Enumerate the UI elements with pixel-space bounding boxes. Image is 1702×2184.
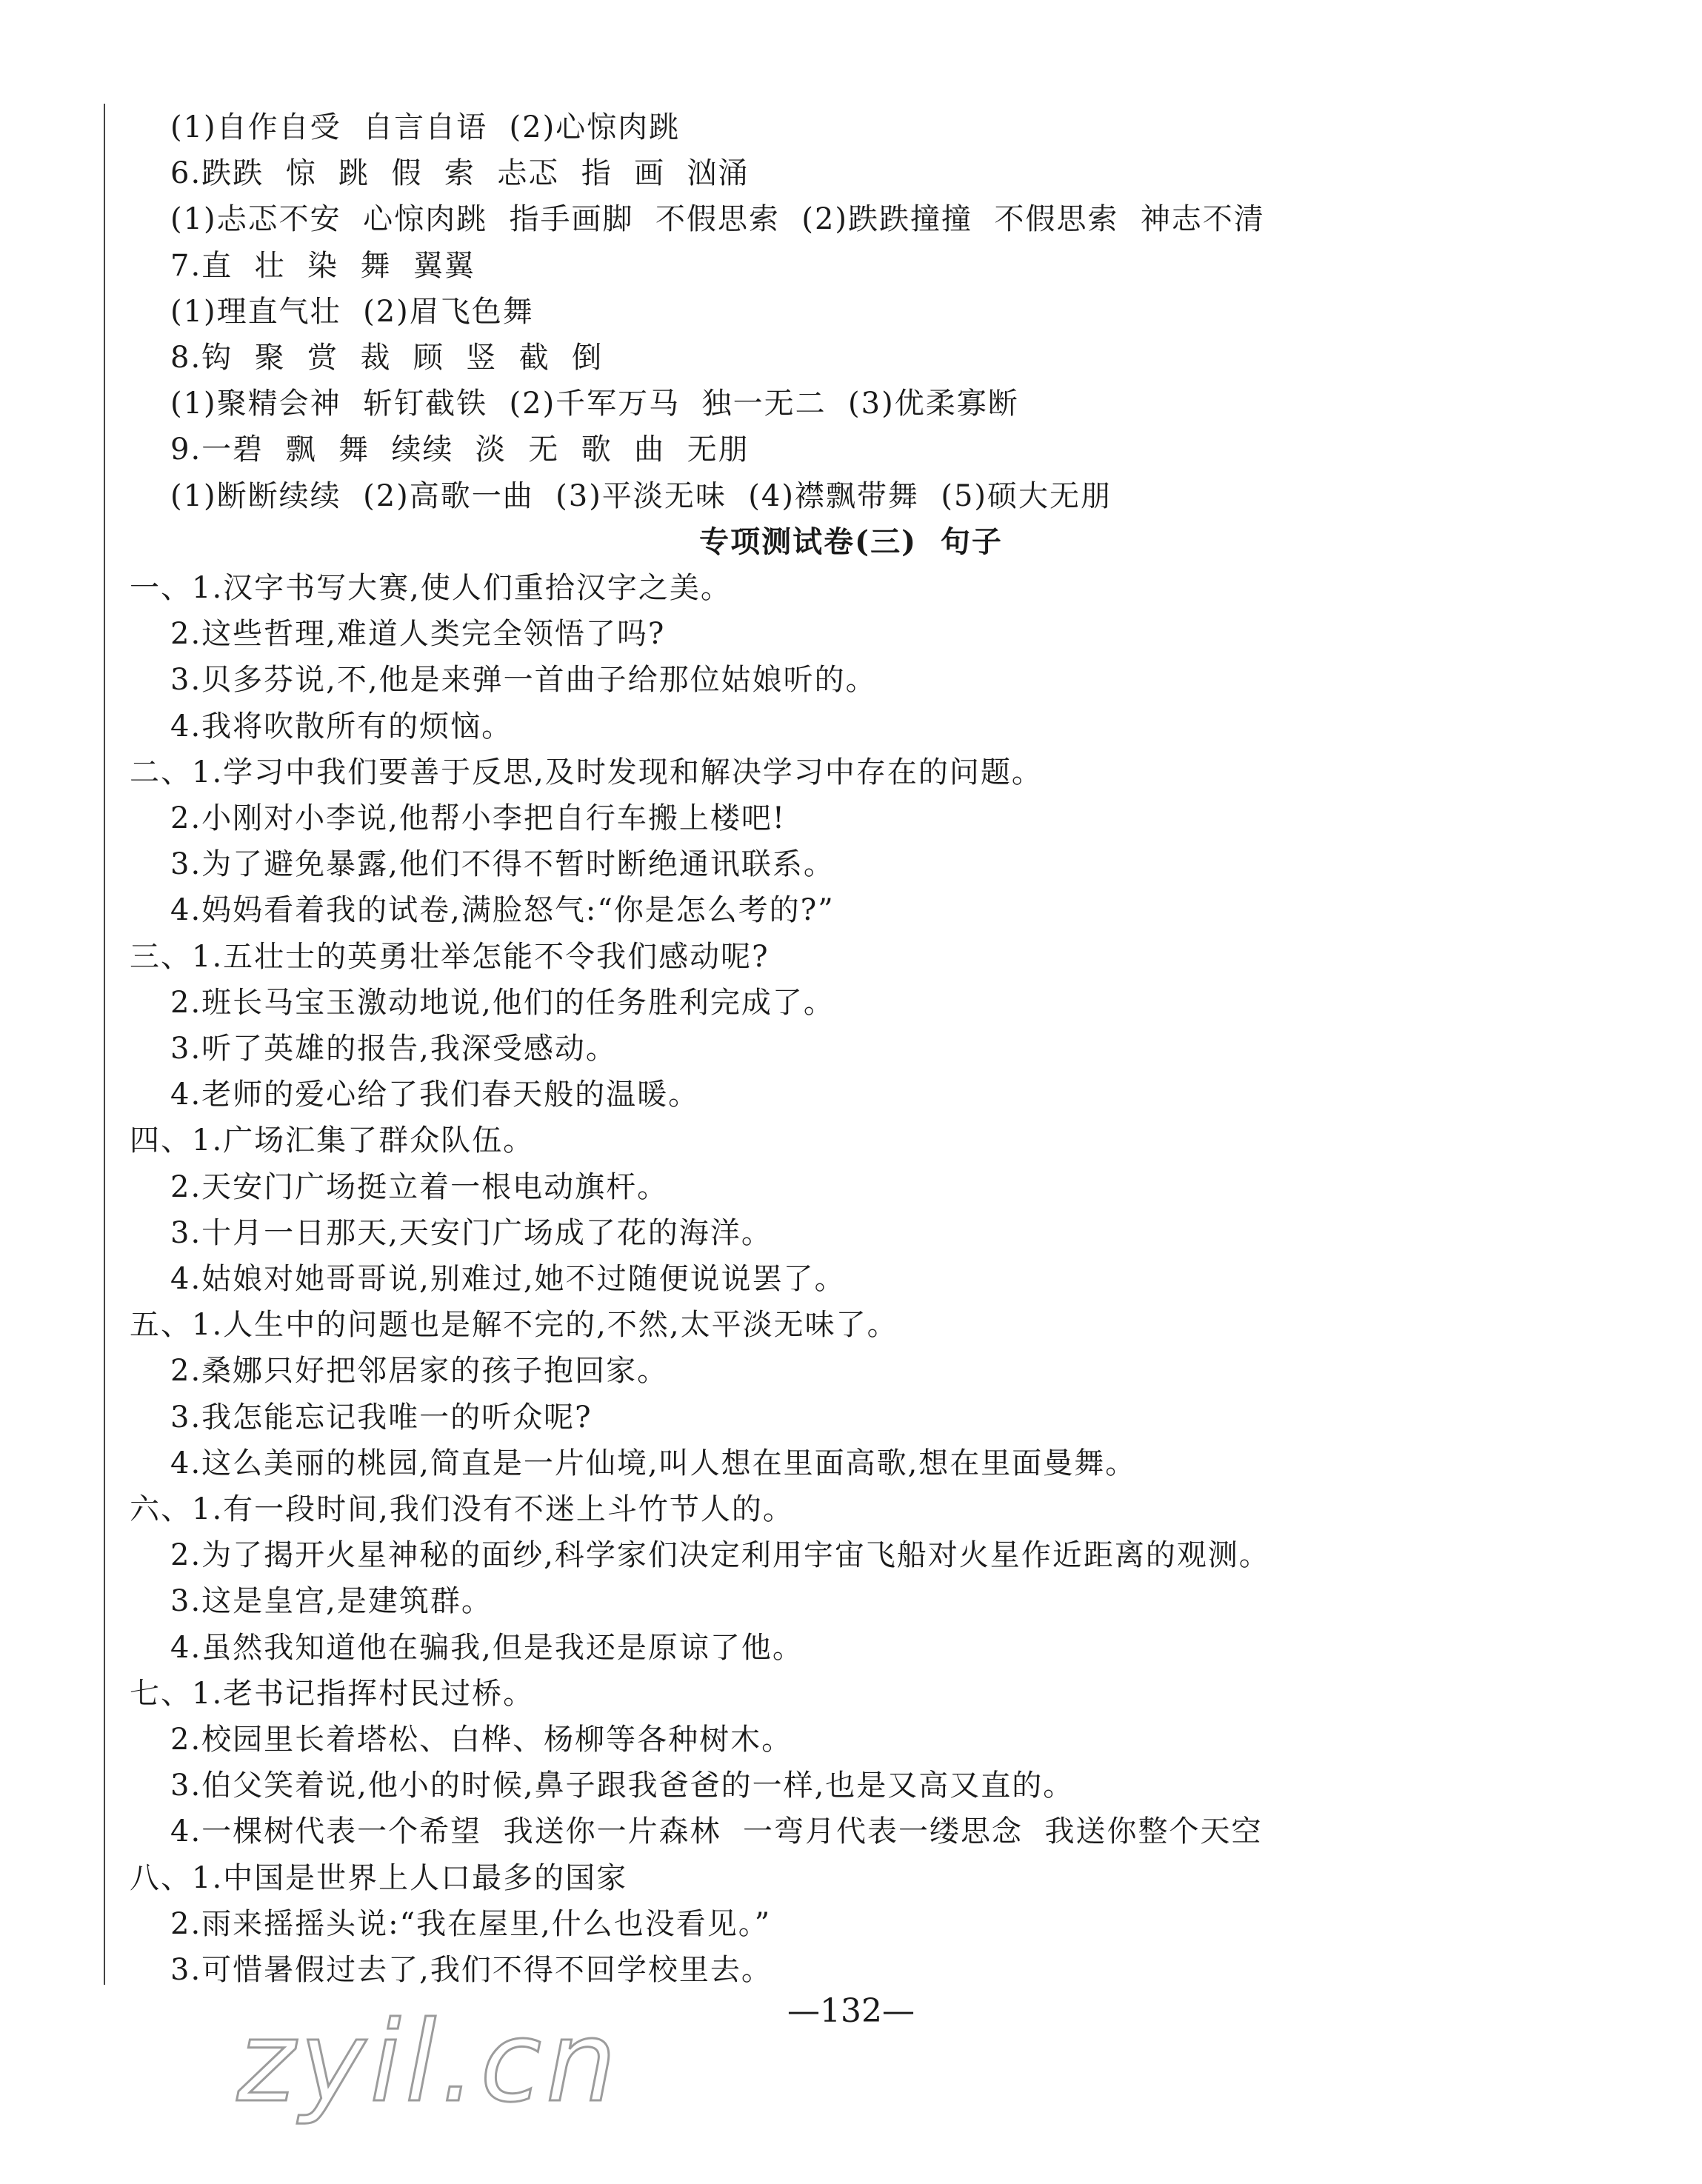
- answer-line: 八、1.中国是世界上人口最多的国家: [130, 1860, 628, 1895]
- answer-line: 七、1.老书记指挥村民过桥。: [130, 1676, 535, 1711]
- answer-line: 4.这么美丽的桃园,简直是一片仙境,叫人想在里面高歌,想在里面曼舞。: [170, 1446, 1137, 1480]
- answer-line: 三、1.五壮士的英勇壮举怎能不令我们感动呢?: [130, 939, 770, 974]
- answer-line: 4.老师的爱心给了我们春天般的温暖。: [170, 1078, 700, 1112]
- answer-line: 2.桑娜只好把邻居家的孩子抱回家。: [170, 1354, 669, 1389]
- answer-line: 4.虽然我知道他在骗我,但是我还是原谅了他。: [170, 1630, 804, 1665]
- page-number: —132—: [787, 1992, 915, 2030]
- answer-line: 2.校园里长着塔松、白桦、杨柳等各种树木。: [170, 1723, 793, 1757]
- answer-line: 3.为了避免暴露,他们不得不暂时断绝通讯联系。: [170, 847, 835, 882]
- answer-line: 7.直 壮 染 舞 翼翼: [170, 248, 475, 283]
- answer-line: 五、1.人生中的问题也是解不完的,不然,太平淡无味了。: [130, 1308, 898, 1343]
- answer-line: 2.班长马宝玉激动地说,他们的任务胜利完成了。: [170, 985, 835, 1020]
- watermark-logo: zyil.cn: [237, 1998, 621, 2127]
- answer-line: 4.妈妈看着我的试卷,满脸怒气:“你是怎么考的?”: [170, 893, 835, 928]
- answer-line: 3.贝多芬说,不,他是来弹一首曲子给那位姑娘听的。: [170, 663, 877, 698]
- answer-line: 3.可惜暑假过去了,我们不得不回学校里去。: [170, 1953, 772, 1987]
- answer-line: 2.小刚对小李说,他帮小李把自行车搬上楼吧!: [170, 801, 786, 835]
- answer-line: 一、1.汉字书写大赛,使人们重拾汉字之美。: [130, 571, 732, 605]
- answer-line: 4.一棵树代表一个希望 我送你一片森林 一弯月代表一缕思念 我送你整个天空: [170, 1814, 1263, 1849]
- answer-line: (1)断断续续 (2)高歌一曲 (3)平淡无味 (4)襟飘带舞 (5)硕大无朋: [170, 478, 1112, 513]
- answer-line: 二、1.学习中我们要善于反思,及时发现和解决学习中存在的问题。: [130, 755, 1043, 789]
- answer-line: 3.我怎能忘记我唯一的听众呢?: [170, 1400, 593, 1435]
- answer-line: 2.这些哲理,难道人类完全领悟了吗?: [170, 617, 666, 652]
- answer-line: 3.这是皇宫,是建筑群。: [170, 1584, 493, 1619]
- answer-line: 3.十月一日那天,天安门广场成了花的海洋。: [170, 1215, 772, 1250]
- answer-line: 2.雨来摇摇头说:“我在屋里,什么也没看见。”: [170, 1906, 772, 1941]
- answer-line: 8.钩 聚 赏 裁 顾 竖 截 倒: [170, 341, 604, 375]
- answer-line: (1)忐忑不安 心惊肉跳 指手画脚 不假思索 (2)跌跌撞撞 不假思索 神志不清: [170, 202, 1265, 237]
- answer-line: 四、1.广场汇集了群众队伍。: [130, 1123, 535, 1158]
- answer-line: 9.一碧 飘 舞 续续 淡 无 歌 曲 无朋: [170, 433, 750, 467]
- section-title: 专项测试卷(三) 句子: [699, 524, 1003, 559]
- answer-line: 2.天安门广场挺立着一根电动旗杆。: [170, 1169, 669, 1204]
- answer-line: (1)自作自受 自言自语 (2)心惊肉跳: [170, 110, 681, 144]
- answer-line: 六、1.有一段时间,我们没有不迷上斗竹节人的。: [130, 1492, 794, 1526]
- answer-line: 3.伯父笑着说,他小的时候,鼻子跟我爸爸的一样,也是又高又直的。: [170, 1769, 1075, 1803]
- answer-line: (1)理直气壮 (2)眉飞色舞: [170, 294, 534, 329]
- answer-line: (1)聚精会神 斩钉截铁 (2)千军万马 独一无二 (3)优柔寡断: [170, 387, 1019, 421]
- answer-line: 4.姑娘对她哥哥说,别难过,她不过随便说说罢了。: [170, 1262, 846, 1296]
- answer-line: 4.我将吹散所有的烦恼。: [170, 709, 513, 744]
- answer-line: 2.为了揭开火星神秘的面纱,科学家们决定利用宇宙飞船对火星作近距离的观测。: [170, 1538, 1270, 1573]
- answer-line: 3.听了英雄的报告,我深受感动。: [170, 1032, 617, 1066]
- answer-line: 6.跌跌 惊 跳 假 索 忐忑 指 画 汹涌: [170, 156, 750, 191]
